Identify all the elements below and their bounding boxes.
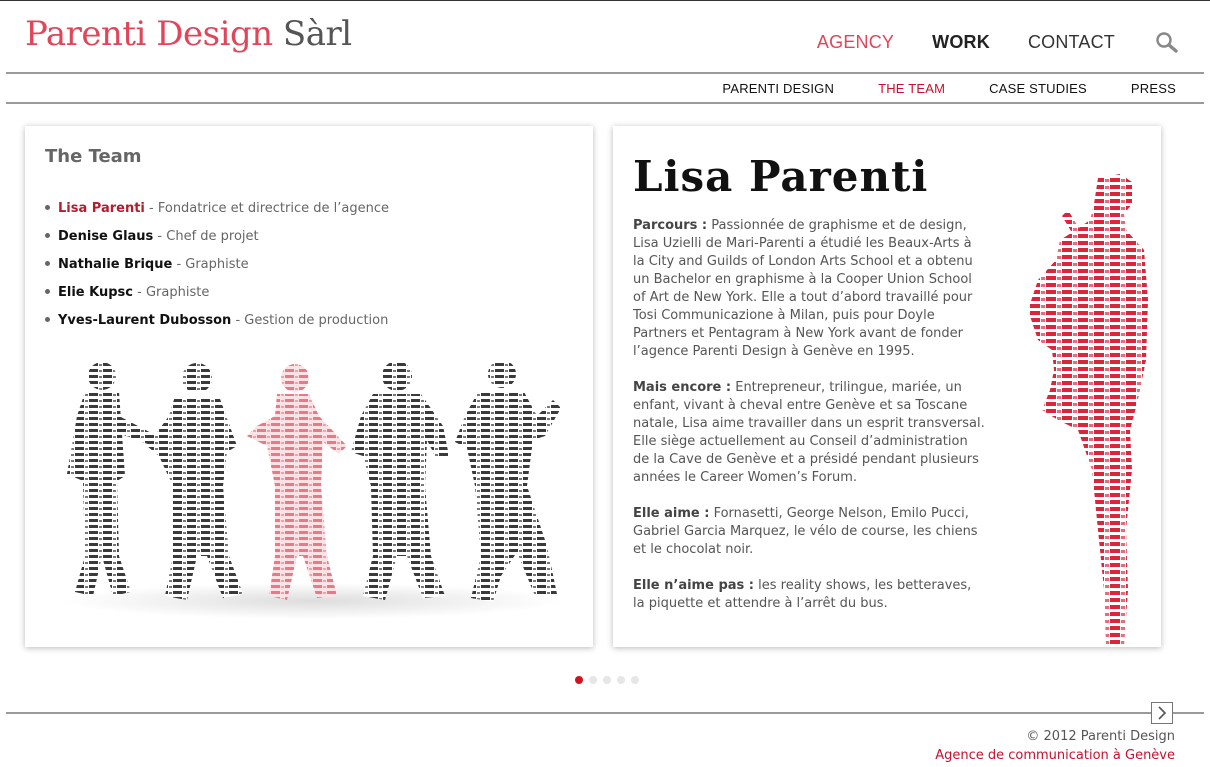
team-member-yves-laurent[interactable] xyxy=(45,307,389,335)
member-role: - Graphiste xyxy=(133,285,210,300)
bio-elle-naime-pas xyxy=(633,577,985,613)
bio-mais-encore xyxy=(633,379,985,487)
team-member-nathalie[interactable] xyxy=(45,251,389,279)
team-member-denise[interactable] xyxy=(45,223,389,251)
logo-suffix: Sàrl xyxy=(282,14,352,54)
bio-text: Passionnée de graphisme et de design, Lisa Uzielli de Mari-Parenti a étudié les Beaux-Arts à la City and Guilds of London Arts School et a obtenu un Bachelor en graphisme à la Cooper Union School of Art de New York. Elle a tout d’abord travaillé pour Tosi Communicazione à Milan, puis pour Doyle Partners et Pentagram à New York avant de fonder l’agence Parenti Design à Genève en 1995. xyxy=(633,218,973,359)
bio-label: Parcours : xyxy=(633,218,708,233)
bullet-icon xyxy=(45,205,50,210)
main-nav xyxy=(779,32,1115,53)
team-member-lisa[interactable] xyxy=(45,195,389,223)
sub-nav xyxy=(678,81,1176,96)
footer-copyright: © 2012 Parenti Design xyxy=(1026,729,1175,744)
bio-text: les reality shows, les betteraves, la piquette et attendre à l’arrêt du bus. xyxy=(633,578,972,611)
pagination-dot-1[interactable] xyxy=(575,676,583,684)
pagination-dot-5[interactable] xyxy=(631,676,639,684)
logo-brand: Parenti Design xyxy=(25,14,273,54)
bullet-icon xyxy=(45,289,50,294)
member-role: - Gestion de production xyxy=(231,313,389,328)
team-list xyxy=(45,195,389,335)
subnav-case-studies[interactable]: CASE STUDIES xyxy=(989,81,1087,96)
team-card xyxy=(25,126,593,647)
carousel-pagination xyxy=(575,676,639,684)
bio-text: Fornasetti, George Nelson, Emilo Pucci, Gabriel Garcia Marquez, le vélo de course, les chiens et le chocolat noir. xyxy=(633,506,978,557)
lisa-silhouette-image xyxy=(998,170,1161,647)
member-role: - Chef de projet xyxy=(153,229,259,244)
nav-work[interactable]: WORK xyxy=(932,32,990,52)
member-name: Lisa Parenti xyxy=(58,201,145,216)
bio-label: Elle aime : xyxy=(633,506,710,521)
bio-parcours xyxy=(633,217,985,361)
pagination-dot-4[interactable] xyxy=(617,676,625,684)
pagination-dot-3[interactable] xyxy=(603,676,611,684)
member-role: - Fondatrice et directrice de l’agence xyxy=(144,201,389,216)
profile-name: Lisa Parenti xyxy=(633,152,929,201)
team-title: The Team xyxy=(45,146,142,167)
profile-bio xyxy=(633,217,985,631)
subnav-the-team[interactable]: THE TEAM xyxy=(878,81,946,96)
member-name: Denise Glaus xyxy=(58,229,154,244)
bullet-icon xyxy=(45,317,50,322)
bio-text: Entrepreneur, trilingue, mariée, un enfant, vivant à cheval entre Genève et sa Toscane natale, Lisa aime travailler dans un esprit transversal. Elle siège actuellement au Conseil d’administration de la Cave de Genève et a présidé pendant plusieurs années le Career Women’s Forum. xyxy=(633,380,985,485)
bio-label: Elle n’aime pas : xyxy=(633,578,754,593)
pagination-dot-2[interactable] xyxy=(589,676,597,684)
bullet-icon xyxy=(45,261,50,266)
subnav-divider xyxy=(6,102,1204,104)
member-name: Yves-Laurent Dubosson xyxy=(58,313,232,328)
footer-tagline-link[interactable]: Agence de communication à Genève xyxy=(935,748,1175,763)
bio-label: Mais encore : xyxy=(633,380,732,395)
subnav-parenti-design[interactable]: PARENTI DESIGN xyxy=(722,81,835,96)
site-logo[interactable] xyxy=(25,14,352,54)
member-name: Nathalie Brique xyxy=(58,257,173,272)
nav-agency[interactable]: AGENCY xyxy=(816,32,895,52)
member-name: Elie Kupsc xyxy=(58,285,133,300)
top-border xyxy=(0,0,1210,1)
bullet-icon xyxy=(45,233,50,238)
team-silhouettes-image xyxy=(47,356,577,636)
chevron-right-icon[interactable] xyxy=(1151,702,1173,724)
search-icon[interactable] xyxy=(1154,30,1180,56)
bio-elle-aime xyxy=(633,505,985,559)
footer-divider xyxy=(6,712,1204,714)
subnav-press[interactable]: PRESS xyxy=(1130,81,1176,96)
member-role: - Graphiste xyxy=(172,257,249,272)
nav-contact[interactable]: CONTACT xyxy=(1027,32,1115,52)
header-divider xyxy=(6,72,1204,74)
team-member-elie[interactable] xyxy=(45,279,389,307)
profile-card xyxy=(613,126,1161,647)
